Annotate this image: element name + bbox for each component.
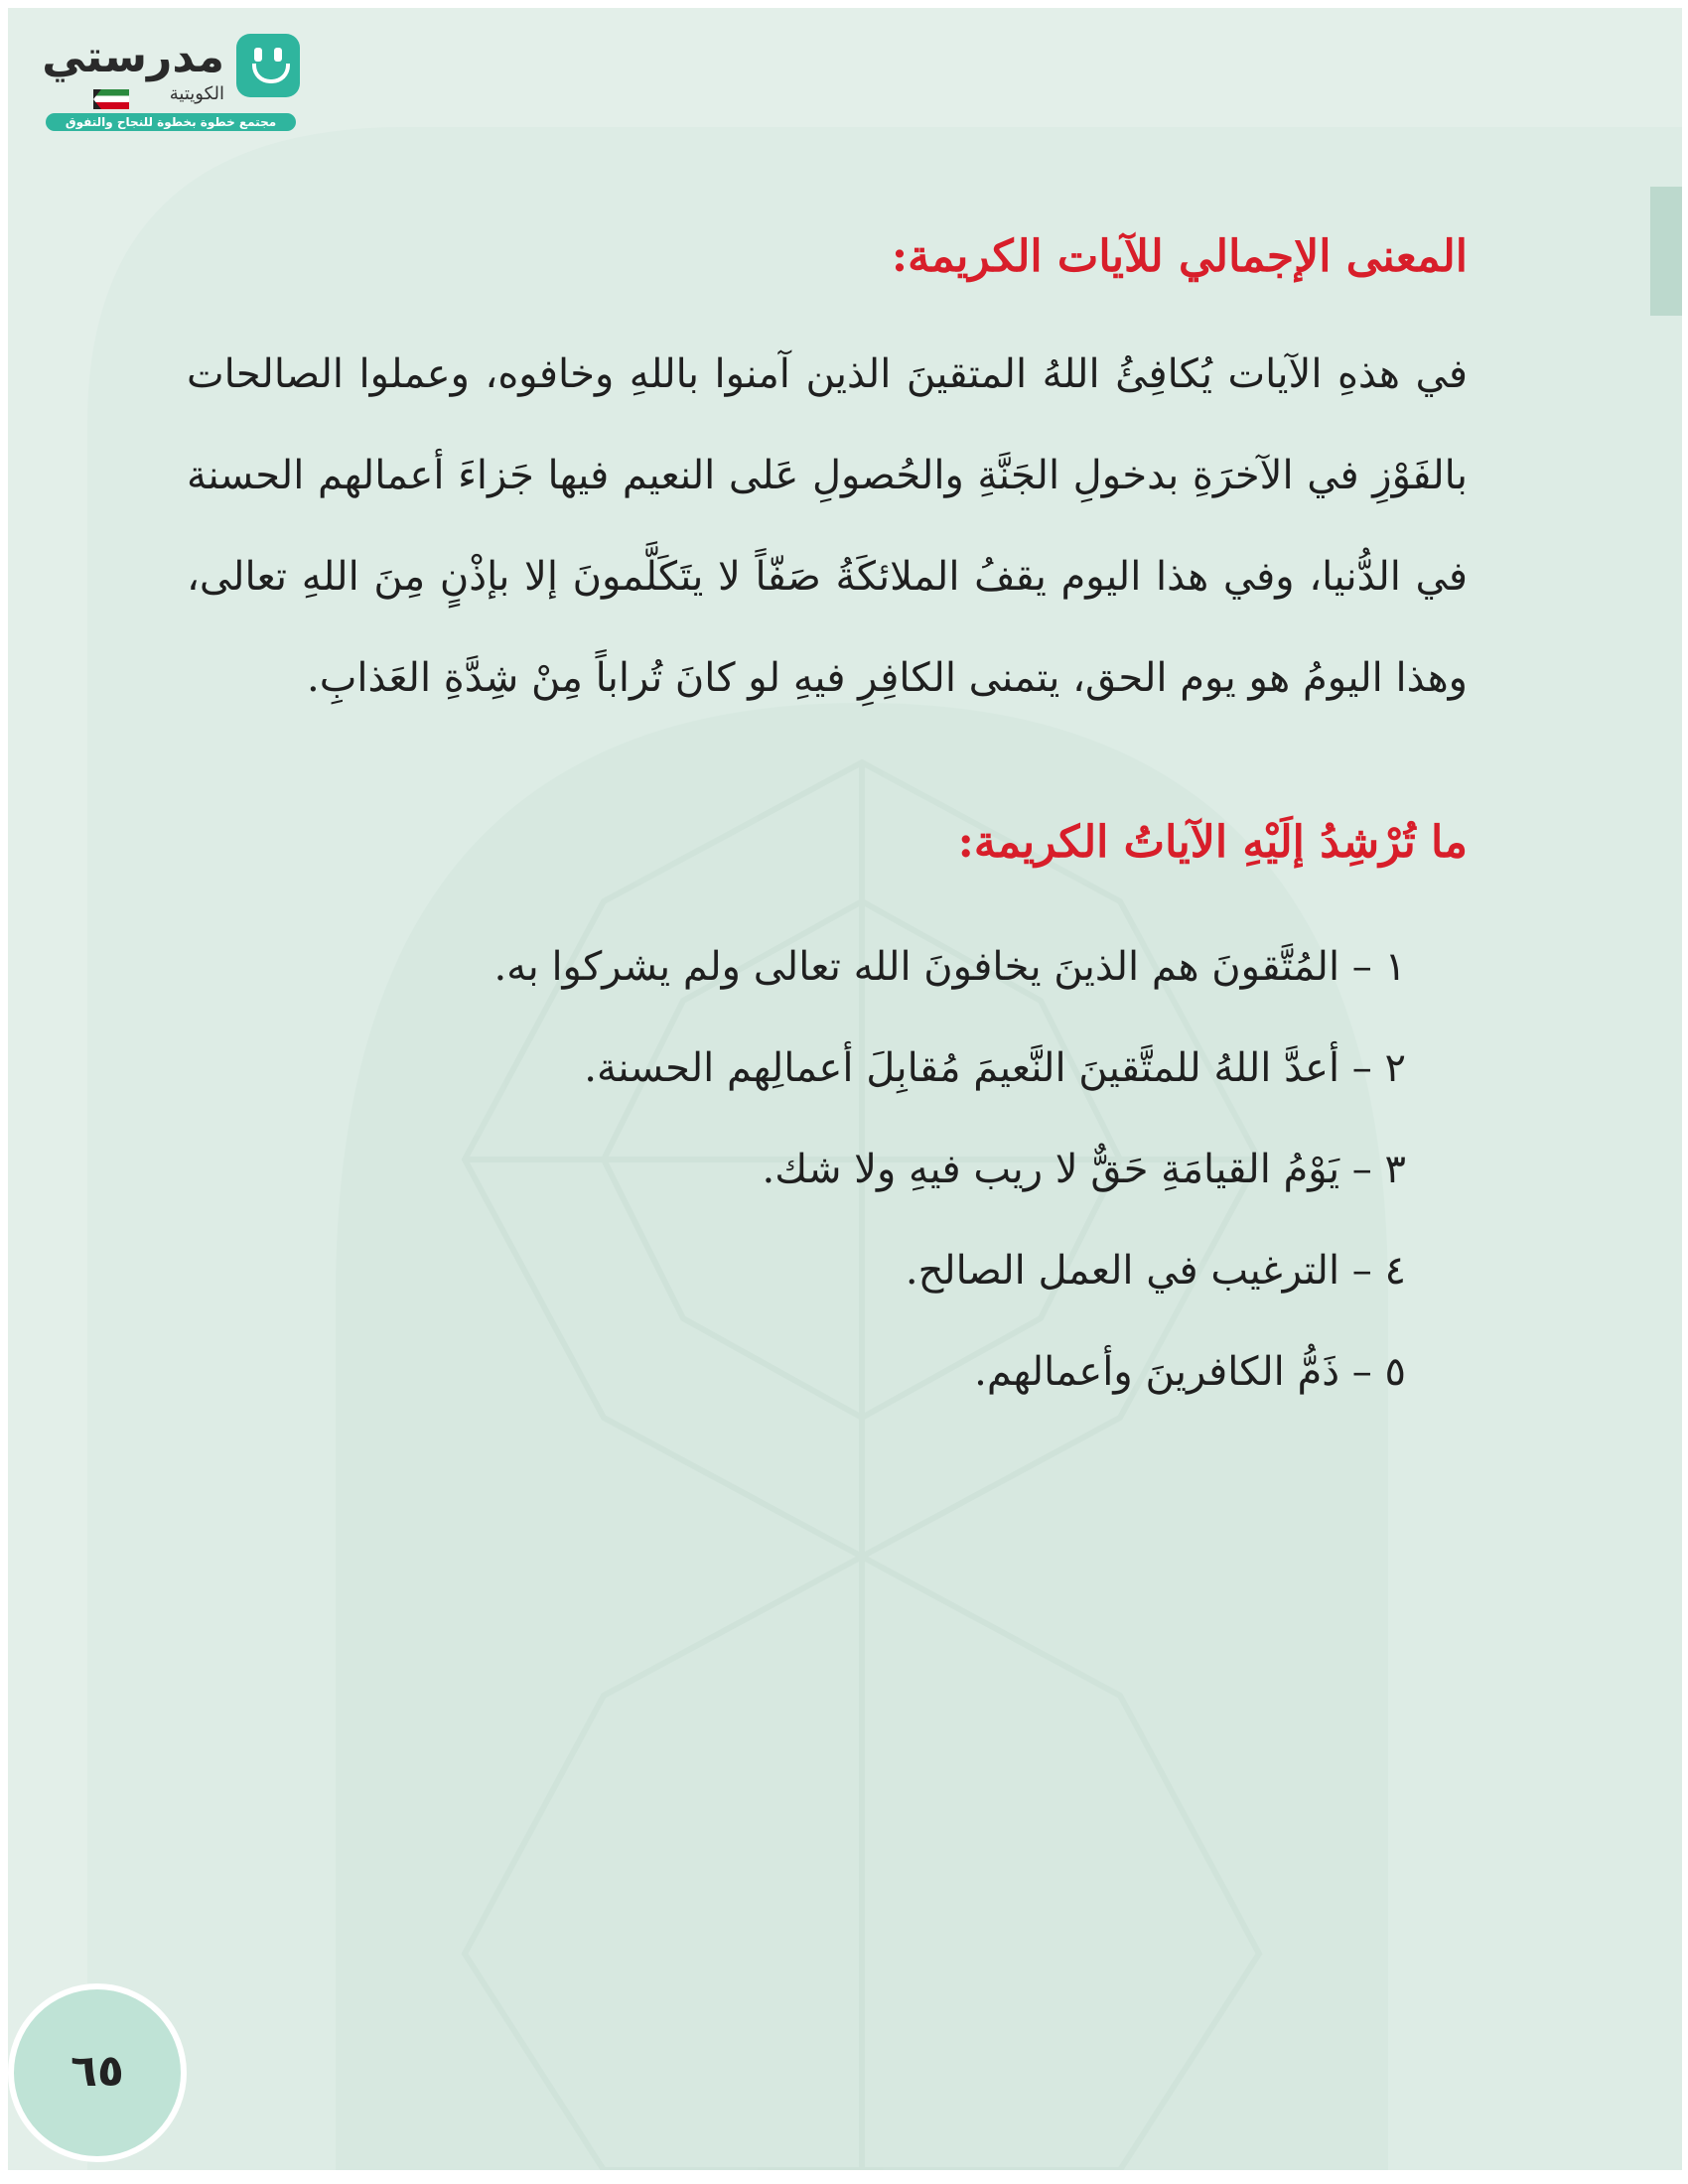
list-item: ٤ – الترغيب في العمل الصالح. <box>905 1248 1406 1294</box>
guidance-list <box>187 916 1468 1423</box>
page-number: ٦٥ <box>8 1983 187 2162</box>
list-item: ٣ – يَوْمُ القيامَةِ حَقٌّ لا ريب فيهِ ولا شك. <box>762 1147 1406 1192</box>
page <box>8 8 1682 2170</box>
side-tab <box>1650 187 1682 316</box>
section-heading-guidance: ما تُرْشِدُ إلَيْهِ الآياتُ الكريمة: <box>957 817 1468 868</box>
list-item: ٢ – أعدَّ اللهُ للمتَّقينَ النَّعيمَ مُقابِلَ أعمالِهم الحسنة. <box>584 1045 1406 1091</box>
logo-tagline: مجتمع خطوة بخطوة للنجاح والتفوق <box>46 113 296 131</box>
logo <box>42 28 304 137</box>
list-item: ١ – المُتَّقونَ هم الذينَ يخافونَ الله تعالى ولم يشركوا به. <box>493 944 1406 990</box>
meaning-paragraph: في هذهِ الآيات يُكافِئُ اللهُ المتقينَ الذين آمنوا باللهِ وخافوه، وعملوا الصالحات بالفَوْزِ في الآخرَةِ بدخولِ الجَنَّةِ والحُصولِ عَلى النعيم فيها جَزاءَ أعمالهم الحسنة في الدُّنيا، وفي هذا اليوم يقفُ الملائكَةُ صَفّاً لا يتَكَلَّمونَ إلا بإذْنٍ مِنَ اللهِ تعالى، وهذا اليومُ هو يوم الحق، يتمنى الكافِرِ فيهِ لو كانَ تُراباً مِنْ شِدَّةِ العَذابِ. <box>187 351 1468 701</box>
list-item: ٥ – ذَمُّ الكافرينَ وأعمالهم. <box>974 1349 1406 1395</box>
logo-subtitle: الكويتية <box>169 83 224 104</box>
logo-mark-icon <box>236 34 300 97</box>
logo-name: مدرستي <box>42 32 224 82</box>
section-heading-meaning: المعنى الإجمالي للآيات الكريمة: <box>891 231 1468 282</box>
kuwait-flag-icon <box>93 89 129 109</box>
